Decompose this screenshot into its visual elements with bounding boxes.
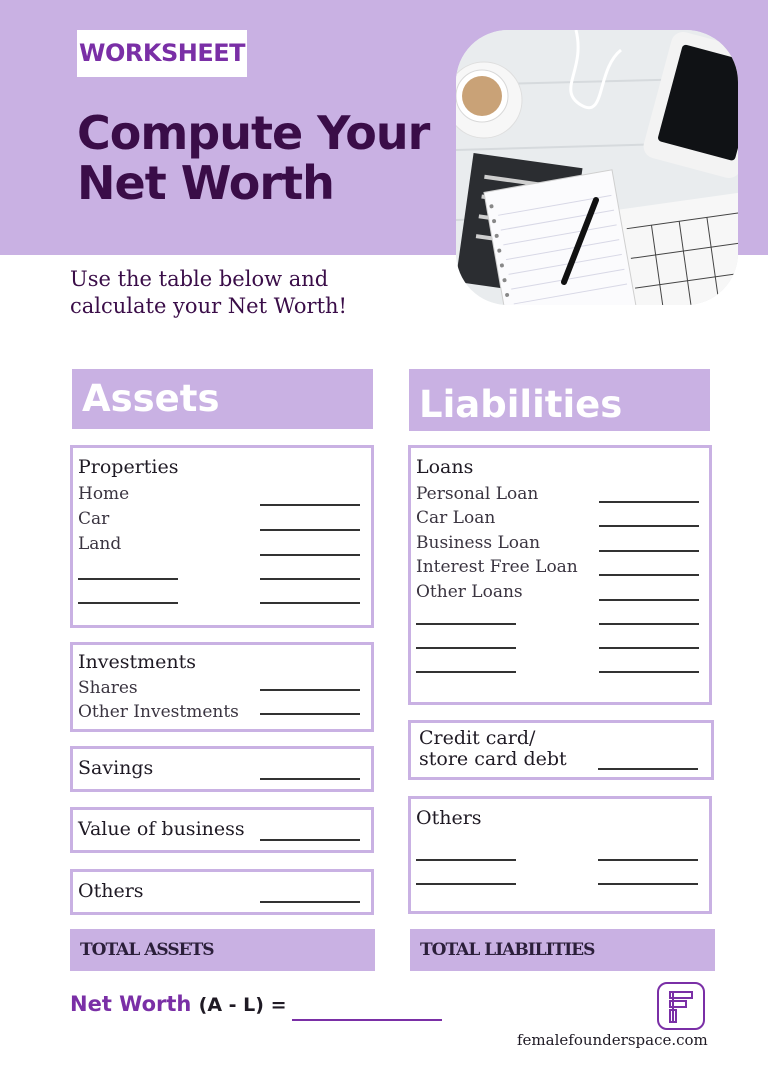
savings-value-blank[interactable] bbox=[260, 778, 360, 780]
savings-box bbox=[70, 746, 374, 792]
other-loans-blank[interactable] bbox=[599, 599, 699, 601]
investments-title: Investments bbox=[78, 651, 196, 673]
loan-car: Car Loan bbox=[416, 508, 496, 528]
savings-label: Savings bbox=[78, 757, 154, 779]
shares-value-blank[interactable] bbox=[260, 689, 360, 691]
properties-title: Properties bbox=[78, 456, 179, 478]
extra-loan-value-blank-2[interactable] bbox=[599, 647, 699, 649]
assets-heading bbox=[70, 367, 375, 431]
personal-loan-blank[interactable] bbox=[599, 501, 699, 503]
extra-loan-name-blank-1[interactable] bbox=[416, 623, 516, 625]
extra-loan-value-blank-1[interactable] bbox=[599, 623, 699, 625]
total-assets-label: TOTAL ASSETS bbox=[80, 940, 214, 960]
ff-logo-icon bbox=[657, 982, 705, 1030]
net-worth-label: Net Worth bbox=[70, 992, 192, 1016]
subtitle bbox=[70, 266, 430, 320]
credit-card-label-line-1: Credit card/ bbox=[419, 727, 536, 749]
liability-others-name-blank-2[interactable] bbox=[416, 883, 516, 885]
total-liabilities-label: TOTAL LIABILITIES bbox=[420, 940, 595, 960]
net-worth-formula: (A - L) = bbox=[198, 994, 287, 1016]
worksheet-tag: WORKSHEET bbox=[77, 30, 247, 77]
extra-loan-name-blank-2[interactable] bbox=[416, 647, 516, 649]
asset-others-value-blank[interactable] bbox=[260, 901, 360, 903]
liabilities-heading bbox=[407, 367, 712, 433]
liability-others-box bbox=[408, 796, 712, 914]
properties-box bbox=[70, 445, 374, 628]
extra-property-value-blank-2[interactable] bbox=[260, 602, 360, 604]
business-label: Value of business bbox=[78, 818, 245, 840]
business-value-blank[interactable] bbox=[260, 839, 360, 841]
asset-others-box bbox=[70, 869, 374, 915]
net-worth-blank[interactable] bbox=[292, 1019, 442, 1021]
extra-property-value-blank-1[interactable] bbox=[260, 578, 360, 580]
extra-property-name-blank-2[interactable] bbox=[78, 602, 178, 604]
business-loan-blank[interactable] bbox=[599, 550, 699, 552]
total-liabilities-bar bbox=[410, 929, 715, 971]
liability-others-value-blank-2[interactable] bbox=[598, 883, 698, 885]
property-car: Car bbox=[78, 509, 110, 529]
website-url: femalefounderspace.com bbox=[517, 1031, 708, 1049]
liability-others-value-blank-1[interactable] bbox=[598, 859, 698, 861]
property-home: Home bbox=[78, 484, 130, 504]
loan-personal: Personal Loan bbox=[416, 484, 539, 504]
desk-photo bbox=[456, 30, 738, 305]
title-line-1: Compute Your bbox=[77, 106, 430, 160]
business-box bbox=[70, 807, 374, 853]
home-value-blank[interactable] bbox=[260, 504, 360, 506]
interest-free-loan-blank[interactable] bbox=[599, 574, 699, 576]
loan-other: Other Loans bbox=[416, 582, 523, 602]
subtitle-line-2: calculate your Net Worth! bbox=[70, 294, 347, 318]
property-land: Land bbox=[78, 534, 122, 554]
liability-others-label: Others bbox=[416, 807, 482, 829]
land-value-blank[interactable] bbox=[260, 554, 360, 556]
ff-logo-graphic bbox=[659, 984, 703, 1028]
total-assets-bar bbox=[70, 929, 375, 971]
net-worth-line bbox=[70, 992, 287, 1016]
car-value-blank[interactable] bbox=[260, 529, 360, 531]
loan-business: Business Loan bbox=[416, 533, 541, 553]
subtitle-line-1: Use the table below and bbox=[70, 267, 329, 291]
assets-heading-label: Assets bbox=[82, 377, 220, 420]
investment-shares: Shares bbox=[78, 678, 138, 698]
extra-property-name-blank-1[interactable] bbox=[78, 578, 178, 580]
credit-card-box bbox=[408, 720, 714, 780]
extra-loan-value-blank-3[interactable] bbox=[599, 671, 699, 673]
other-investments-value-blank[interactable] bbox=[260, 713, 360, 715]
loans-box bbox=[408, 445, 712, 705]
liability-others-name-blank-1[interactable] bbox=[416, 859, 516, 861]
title-line-2: Net Worth bbox=[77, 156, 334, 210]
investment-other: Other Investments bbox=[78, 702, 239, 722]
liabilities-heading-label: Liabilities bbox=[419, 383, 623, 426]
credit-card-label-line-2: store card debt bbox=[419, 748, 567, 770]
loans-title: Loans bbox=[416, 456, 474, 478]
page-title bbox=[77, 108, 457, 208]
car-loan-blank[interactable] bbox=[599, 525, 699, 527]
credit-card-value-blank[interactable] bbox=[598, 768, 698, 770]
extra-loan-name-blank-3[interactable] bbox=[416, 671, 516, 673]
desk-photo-image bbox=[456, 30, 738, 305]
credit-card-label bbox=[419, 728, 567, 770]
investments-box bbox=[70, 642, 374, 732]
loan-interest-free: Interest Free Loan bbox=[416, 557, 578, 577]
asset-others-label: Others bbox=[78, 880, 144, 902]
